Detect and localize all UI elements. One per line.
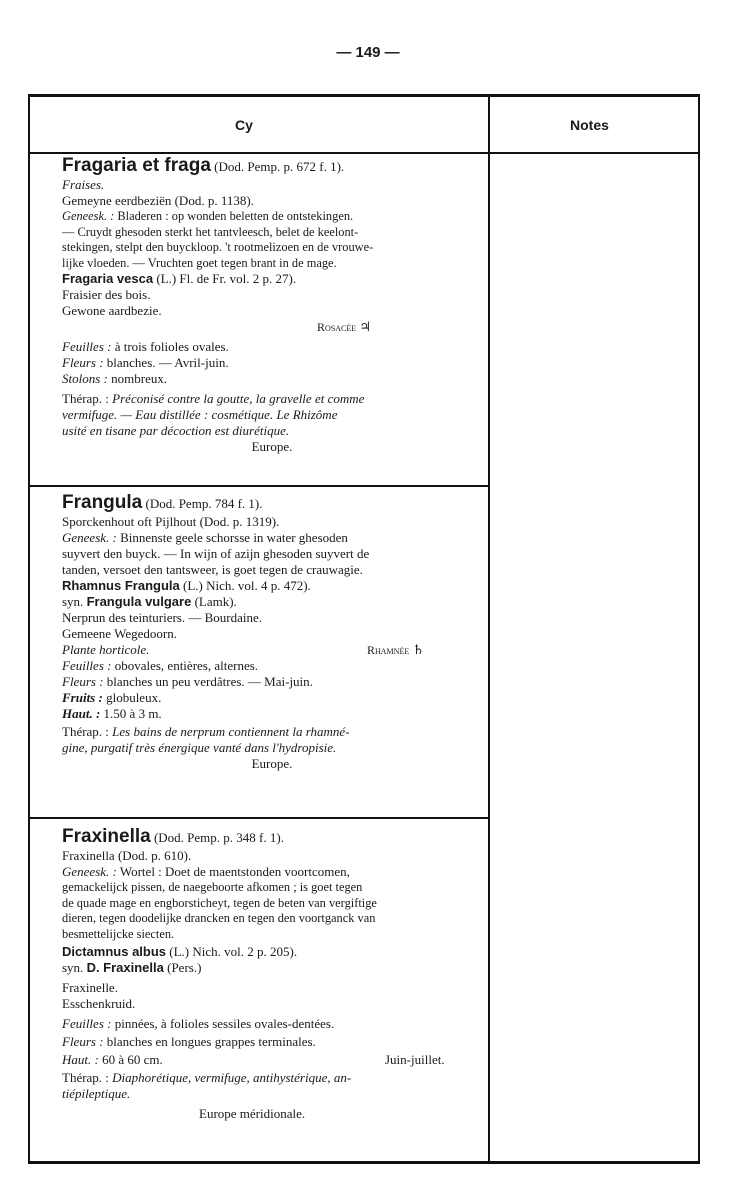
family-label: Rhamnée (367, 643, 410, 657)
column-divider (488, 97, 490, 1161)
feuilles-label: Feuilles : (62, 1016, 112, 1032)
geneesk-text: — Cruydt ghesoden sterkt het tantvleesch, belet de keelont- (62, 224, 359, 239)
haut-label: Haut. : (62, 706, 101, 721)
therap-text: Préconisé contre la goutte, la gravelle et comme (112, 391, 365, 407)
synonym-name: Frangula vulgare (86, 594, 192, 609)
geneesk-label: Geneesk. : (62, 209, 115, 223)
fleurs-text: blanches en longues grappes terminales. (106, 1034, 316, 1050)
geneesk-text: de quade mage en engborsticheyt, tegen de beten van vergiftige (62, 895, 377, 910)
perennial-symbol-icon: ♃ (359, 319, 372, 335)
name-nl: Esschenkruid. (62, 996, 136, 1012)
entry-fraxinella (62, 826, 482, 1122)
name-nl: Gemeene Wegedoorn. (62, 626, 177, 641)
fruits-label: Fruits : (62, 690, 103, 705)
name-nl: Gewone aardbezie. (62, 303, 162, 319)
geneesk-text: besmettelijcke siecten. (62, 926, 175, 941)
common-name-nl: Gemeyne eerdbeziën (Dod. p. 1138). (62, 193, 254, 208)
flowering-period: Juin-juillet. (385, 1052, 445, 1068)
feuilles-text: pinnées, à folioles sessiles ovales-dentées. (114, 1016, 335, 1032)
fleurs-text: blanches. — Avril-juin. (106, 355, 229, 371)
entry-title: Fraxinella (62, 826, 151, 847)
therap-text: Les bains de nerprum contiennent la rhamné- (112, 724, 350, 739)
therap-text: Diaphorétique, vermifuge, antihystérique, an- (112, 1070, 352, 1086)
geneesk-text: suyvert den buyck. — In wijn of azijn ghesoden suyvert de (62, 546, 370, 561)
haut-text: 1.50 à 3 m. (103, 706, 162, 721)
fleurs-label: Fleurs : (62, 674, 104, 689)
column-header-notes: Notes (570, 117, 609, 133)
stolons-label: Stolons : (62, 371, 108, 387)
entry-reference: (Dod. Pemp. p. 348 f. 1). (153, 830, 284, 845)
species-reference: (L.) Nich. vol. 4 p. 472). (183, 578, 311, 593)
species-reference: (L.) Fl. de Fr. vol. 2 p. 27). (156, 271, 297, 287)
geneesk-text: tanden, versoet den tantsweer, is goet tegen de crauwagie. (62, 562, 363, 577)
feuilles-text: obovales, entières, alternes. (114, 658, 259, 673)
fruits-text: globuleux. (106, 690, 162, 705)
geneesk-label: Geneesk. : (62, 530, 117, 545)
therap-text: tiépileptique. (62, 1086, 131, 1102)
geneesk-text: Binnenste geele schorsse in water ghesoden (120, 530, 348, 545)
section-separator (30, 817, 488, 819)
section-separator (30, 485, 488, 487)
plant-note: Plante horticole. (62, 642, 150, 657)
feuilles-label: Feuilles : (62, 658, 112, 673)
shrub-symbol-icon: ♄ (412, 642, 425, 657)
therap-text: gine, purgatif très énergique vanté dans l'hydropisie. (62, 740, 337, 755)
therap-label: Thérap. : (62, 391, 109, 407)
page-number: — 149 — (336, 44, 400, 61)
entry-frangula (62, 492, 482, 772)
geneesk-text: Bladeren : op wonden beletten de ontstekingen. (117, 209, 354, 223)
feuilles-label: Feuilles : (62, 339, 112, 355)
name-fr: Fraisier des bois. (62, 287, 151, 303)
entry-reference: (Dod. Pemp. 784 f. 1). (145, 496, 263, 511)
species-name: Dictamnus albus (62, 944, 167, 960)
therap-text: usité en tisane par décoction est diurétique. (62, 423, 290, 439)
entry-fragaria (62, 155, 482, 455)
entry-title: Fragaria et fraga (62, 155, 211, 176)
species-name: Rhamnus Frangula (62, 578, 180, 593)
synonym-reference: (Lamk). (194, 594, 237, 609)
feuilles-text: à trois folioles ovales. (114, 339, 229, 355)
syn-label: syn. (62, 594, 84, 609)
common-name-nl: Sporckenhout oft Pijlhout (Dod. p. 1319). (62, 514, 280, 529)
species-name: Fragaria vesca (62, 271, 154, 287)
common-name-fr: Fraises. (62, 177, 105, 192)
geneesk-text: lijke vloeden. — Vruchten goet tegen brant in de mage. (62, 255, 337, 270)
haut-label: Haut. : (62, 1052, 99, 1068)
geneesk-text: stekingen, stelpt den buyckloop. 't rootmelizoen en de vrouwe- (62, 240, 374, 255)
synonym-name: D. Fraxinella (86, 960, 164, 976)
name-fr: Fraxinelle. (62, 980, 118, 996)
fleurs-label: Fleurs : (62, 355, 104, 371)
entry-reference: (Dod. Pemp. p. 672 f. 1). (214, 159, 345, 174)
therap-label: Thérap. : (62, 1070, 109, 1086)
syn-label: syn. (62, 960, 84, 976)
species-reference: (L.) Nich. vol. 2 p. 205). (169, 944, 298, 960)
geneesk-text: dieren, tegen doodelijke drancken en tegen den voortganck van (62, 911, 376, 926)
name-fr: Nerprun des teinturiers. — Bourdaine. (62, 610, 263, 625)
column-header-cy: Cy (235, 117, 253, 133)
region: Europe méridionale. (199, 1106, 306, 1122)
region: Europe. (251, 756, 293, 771)
common-name-nl: Fraxinella (Dod. p. 610). (62, 848, 192, 863)
entry-title: Frangula (62, 492, 143, 513)
header-rule (30, 152, 698, 154)
region: Europe. (251, 439, 293, 455)
fleurs-label: Fleurs : (62, 1034, 104, 1050)
family-label: Rosacée (317, 320, 357, 335)
fleurs-text: blanches un peu verdâtres. — Mai-juin. (106, 674, 313, 689)
haut-text: 60 à 60 cm. (102, 1052, 163, 1068)
geneesk-label: Geneesk. : (62, 864, 117, 879)
therap-text: vermifuge. — Eau distillée : cosmétique. Le Rhizôme (62, 407, 338, 423)
geneesk-text: Wortel : Doet de maentstonden voortcomen, (119, 864, 350, 879)
therap-label: Thérap. : (62, 724, 109, 739)
synonym-reference: (Pers.) (167, 960, 202, 976)
geneesk-text: gemackelijck pissen, de naegeboorte afkomen ; is goet tegen (62, 880, 363, 894)
stolons-text: nombreux. (111, 371, 168, 387)
